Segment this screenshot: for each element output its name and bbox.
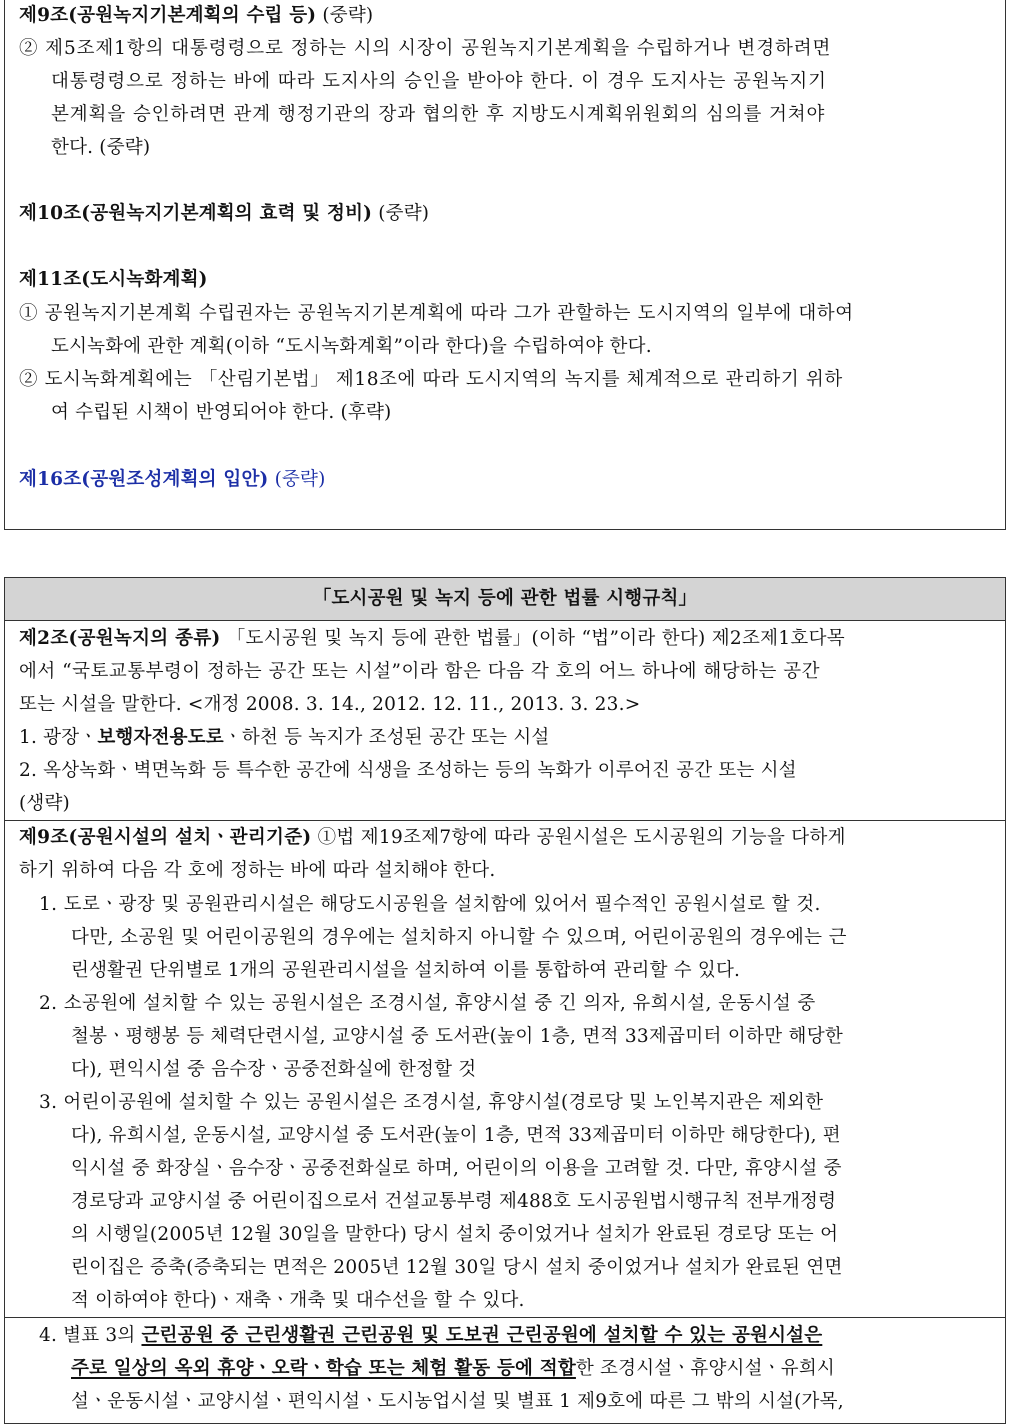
article-9-line: 제9조(공원시설의 설치ㆍ관리기준) ①법 제19조제7항에 따라 공원시설은 도시공원의 기능을 다하게	[19, 827, 846, 848]
list-item: 1. 광장ㆍ보행자전용도로ㆍ하천 등 녹지가 조성된 공간 또는 시설	[19, 727, 550, 748]
list-item: 의 시행일(2005년 12월 30일을 말한다) 당시 설치 중이었거나 설치가 완료된 경로당 또는 어	[71, 1224, 839, 1245]
list-item: 설ㆍ운동시설ㆍ교양시설ㆍ편익시설ㆍ도시농업시설 및 별표 1 제9호에 따른 그 밖의 시설(가목,	[71, 1391, 844, 1412]
paragraph-line: 도시녹화에 관한 계획(이하 “도시녹화계획”이라 한다)을 수립하여야 한다.	[51, 336, 652, 357]
list-item: 다), 편익시설 중 음수장ㆍ공중전화실에 한정할 것	[71, 1059, 477, 1080]
list-item: 철봉ㆍ평행봉 등 체력단련시설, 교양시설 중 도서관(높이 1층, 면적 33제곱미터 이하만 해당한	[71, 1026, 844, 1047]
enforcement-rule-box	[4, 577, 1006, 1424]
paragraph-line: ② 제5조제1항의 대통령령으로 정하는 시의 시장이 공원녹지기본계획을 수립하거나 변경하려면	[19, 38, 832, 59]
list-item: 다만, 소공원 및 어린이공원의 경우에는 설치하지 아니할 수 있으며, 어린이공원의 경우에는 근	[71, 927, 847, 948]
list-item: 적 이하여야 한다)ㆍ재축ㆍ개축 및 대수선을 할 수 있다.	[71, 1290, 525, 1311]
list-item: 주로 일상의 옥외 휴양ㆍ오락ㆍ학습 또는 체험 활동 등에 적합한 조경시설ㆍ휴양시설ㆍ유희시	[71, 1358, 835, 1379]
box-header: 「도시공원 및 녹지 등에 관한 법률 시행규칙」	[5, 578, 1005, 621]
law-excerpt-box	[4, 0, 1006, 530]
list-item: 린생활권 단위별로 1개의 공원관리시설을 설치하여 이를 통합하여 관리할 수 있다.	[71, 960, 741, 981]
paragraph-line: 하기 위하여 다음 각 호에 정하는 바에 따라 설치해야 한다.	[19, 860, 496, 881]
paragraph-line: 에서 “국토교통부령이 정하는 공간 또는 시설”이라 함은 다음 각 호의 어느 하나에 해당하는 공간	[19, 661, 820, 682]
article-2-line: 제2조(공원녹지의 종류) 「도시공원 및 녹지 등에 관한 법률」(이하 “법”이라 한다) 제2조제1호다목	[19, 628, 845, 649]
list-item: 2. 소공원에 설치할 수 있는 공원시설은 조경시설, 휴양시설 중 긴 의자, 유희시설, 운동시설 중	[39, 993, 816, 1014]
article-16-heading: 제16조(공원조성계획의 입안) (중략)	[19, 469, 326, 490]
list-item: 1. 도로ㆍ광장 및 공원관리시설은 해당도시공원을 설치함에 있어서 필수적인 공원시설로 할 것.	[39, 894, 821, 915]
article-10-heading: 제10조(공원녹지기본계획의 효력 및 정비) (중략)	[19, 203, 430, 224]
list-item: 다), 유희시설, 운동시설, 교양시설 중 도서관(높이 1층, 면적 33제곱미터 이하만 해당한다), 편	[71, 1125, 841, 1146]
list-item: 3. 어린이공원에 설치할 수 있는 공원시설은 조경시설, 휴양시설(경로당 및 노인복지관은 제외한	[39, 1092, 824, 1113]
list-item: 경로당과 교양시설 중 어린이집으로서 건설교통부령 제488호 도시공원법시행규칙 전부개정령	[71, 1191, 837, 1212]
paragraph-line: 한다. (중략)	[51, 137, 151, 158]
paragraph-line: 본계획을 승인하려면 관계 행정기관의 장과 협의한 후 지방도시계획위원회의 심의를 거쳐야	[51, 104, 826, 125]
divider	[5, 1317, 1005, 1318]
paragraph-line: 또는 시설을 말한다. <개정 2008. 3. 14., 2012. 12. 11., 2013. 3. 23.>	[19, 694, 641, 715]
article-9-heading: 제9조(공원녹지기본계획의 수립 등) (중략)	[19, 5, 374, 26]
article-11-heading: 제11조(도시녹화계획)	[19, 269, 208, 290]
list-item: 2. 옥상녹화ㆍ벽면녹화 등 특수한 공간에 식생을 조성하는 등의 녹화가 이루어진 공간 또는 시설	[19, 760, 797, 781]
list-item: 린이집은 증축(증축되는 면적은 2005년 12월 30일 당시 설치 중이었거나 설치가 완료된 연면	[71, 1257, 843, 1278]
paragraph-line: 여 수립된 시책이 반영되어야 한다. (후략)	[51, 402, 392, 423]
list-item: 4. 별표 3의 근린공원 중 근린생활권 근린공원 및 도보권 근린공원에 설치할 수 있는 공원시설은	[39, 1325, 823, 1346]
paragraph-line: ① 공원녹지기본계획 수립권자는 공원녹지기본계획에 따라 그가 관할하는 도시지역의 일부에 대하여	[19, 303, 854, 324]
paragraph-line: 대통령령으로 정하는 바에 따라 도지사의 승인을 받아야 한다. 이 경우 도지사는 공원녹지기	[51, 71, 827, 92]
list-item: 익시설 중 화장실ㆍ음수장ㆍ공중전화실로 하며, 어린이의 이용을 고려할 것. 다만, 휴양시설 중	[71, 1158, 842, 1179]
omission-note: (생략)	[19, 793, 70, 814]
paragraph-line: ② 도시녹화계획에는 「산림기본법」 제18조에 따라 도시지역의 녹지를 체계적으로 관리하기 위하	[19, 369, 843, 390]
